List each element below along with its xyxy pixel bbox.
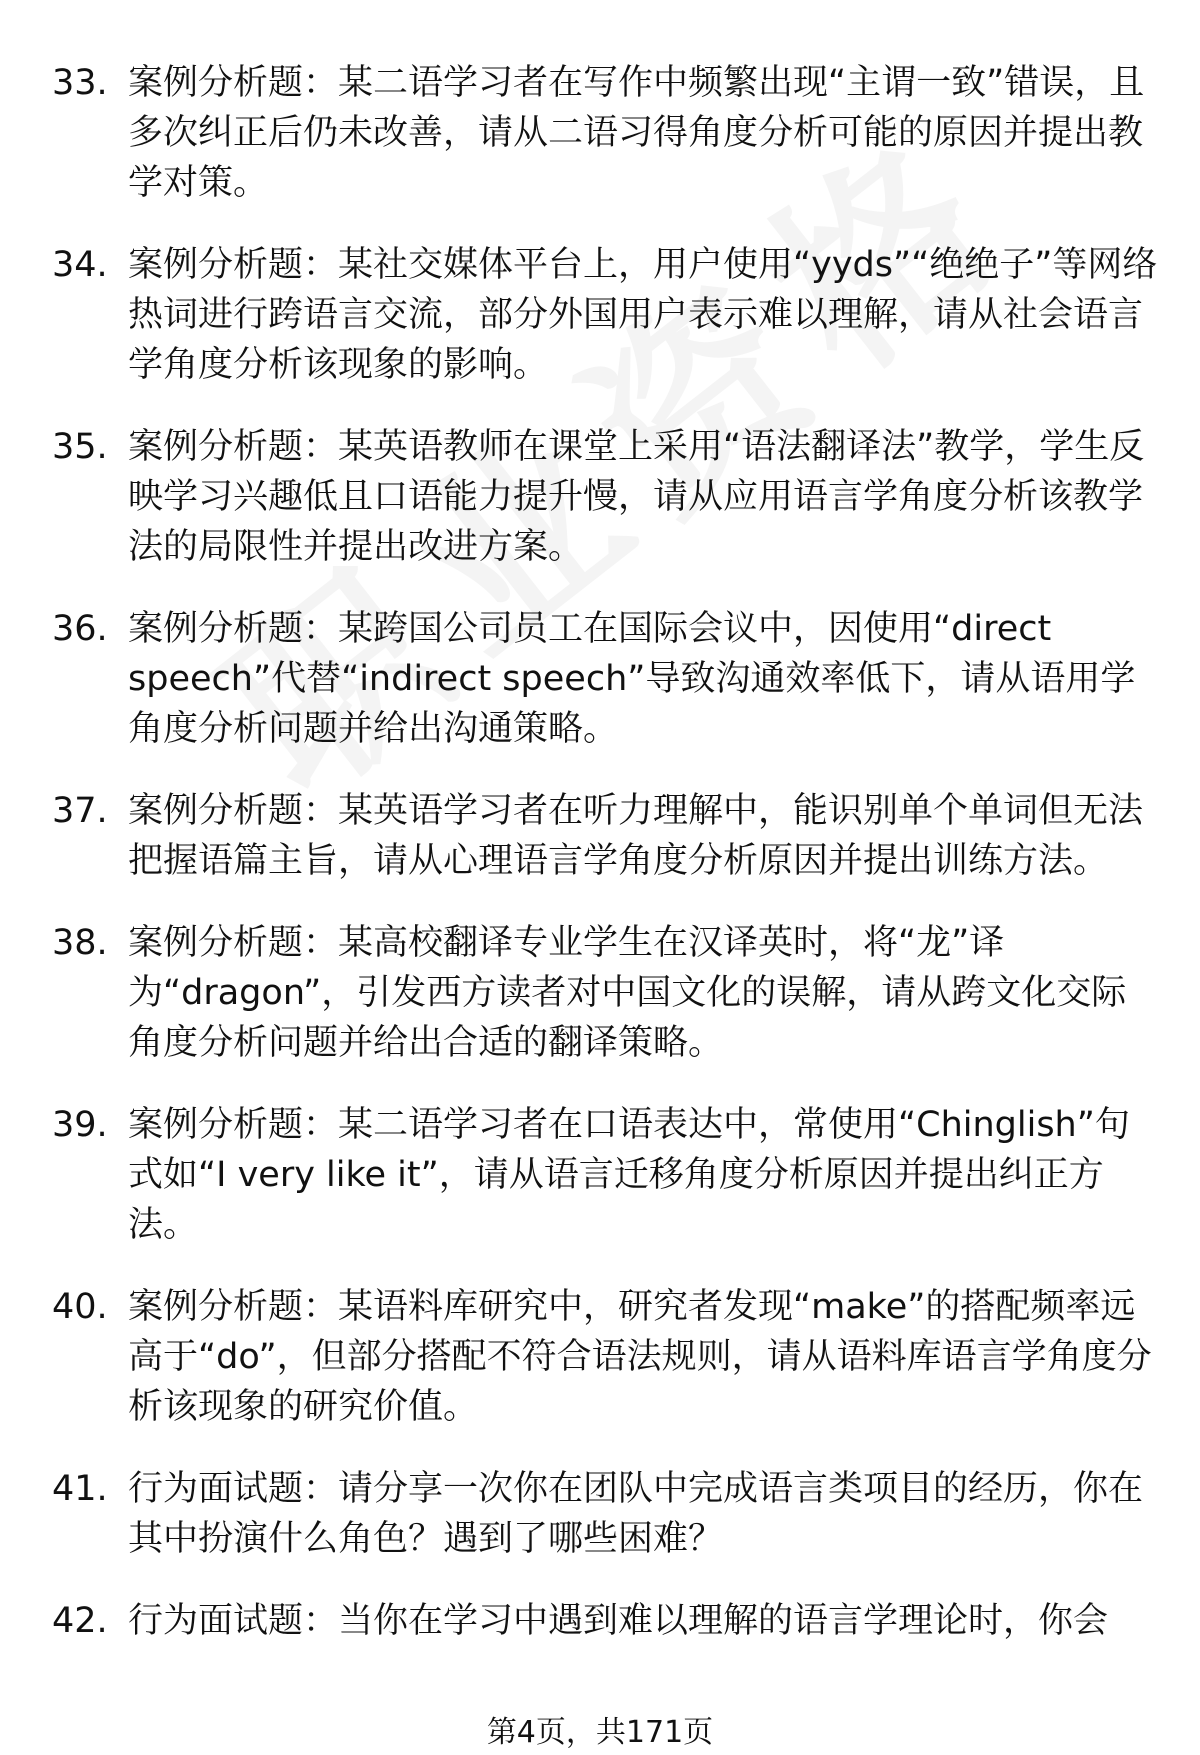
question-number: 33. bbox=[52, 63, 108, 103]
question-number: 38. bbox=[52, 923, 108, 963]
question-number: 34. bbox=[52, 245, 108, 285]
question-text: 案例分析题：某英语教师在课堂上采用“语法翻译法”教学，学生反映学习兴趣低且口语能力提升慢，请从应用语言学角度分析该教学法的局限性并提出改进方案。 bbox=[128, 427, 1145, 567]
question-item bbox=[0, 1100, 1200, 1250]
question-number: 36. bbox=[52, 609, 108, 649]
question-item bbox=[0, 1596, 1200, 1646]
question-text: 案例分析题：某高校翻译专业学生在汉译英时，将“龙”译为“dragon”，引发西方读者对中国文化的误解，请从跨文化交际角度分析问题并给出合适的翻译策略。 bbox=[128, 923, 1127, 1063]
question-text: 案例分析题：某跨国公司员工在国际会议中，因使用“direct speech”代替“indirect speech”导致沟通效率低下，请从语用学角度分析问题并给出沟通策略。 bbox=[128, 609, 1136, 749]
question-number: 39. bbox=[52, 1105, 108, 1145]
question-item bbox=[0, 58, 1200, 208]
question-text: 案例分析题：某社交媒体平台上，用户使用“yyds”“绝绝子”等网络热词进行跨语言交流，部分外国用户表示难以理解，请从社会语言学角度分析该现象的影响。 bbox=[128, 245, 1158, 385]
question-number: 41. bbox=[52, 1469, 108, 1509]
question-text: 案例分析题：某二语学习者在口语表达中，常使用“Chinglish”句式如“I very like it”，请从语言迁移角度分析原因并提出纠正方法。 bbox=[128, 1105, 1130, 1245]
question-list bbox=[0, 58, 1200, 1678]
question-item bbox=[0, 918, 1200, 1068]
question-number: 37. bbox=[52, 791, 108, 831]
page-footer: 第4页，共171页 bbox=[486, 1715, 714, 1750]
question-text: 案例分析题：某英语学习者在听力理解中，能识别单个单词但无法把握语篇主旨，请从心理语言学角度分析原因并提出训练方法。 bbox=[128, 791, 1144, 881]
question-item bbox=[0, 604, 1200, 754]
question-text: 案例分析题：某语料库研究中，研究者发现“make”的搭配频率远高于“do”，但部分搭配不符合语法规则，请从语料库语言学角度分析该现象的研究价值。 bbox=[128, 1287, 1152, 1427]
question-text: 行为面试题：请分享一次你在团队中完成语言类项目的经历，你在其中扮演什么角色？遇到了哪些困难？ bbox=[128, 1469, 1144, 1559]
question-number: 35. bbox=[52, 427, 108, 467]
question-number: 42. bbox=[52, 1601, 108, 1641]
question-item bbox=[0, 786, 1200, 886]
question-number: 40. bbox=[52, 1287, 108, 1327]
question-item bbox=[0, 1282, 1200, 1432]
question-text: 案例分析题：某二语学习者在写作中频繁出现“主谓一致”错误，且多次纠正后仍未改善，请从二语习得角度分析可能的原因并提出教学对策。 bbox=[128, 63, 1145, 203]
question-item bbox=[0, 240, 1200, 390]
question-item bbox=[0, 422, 1200, 572]
question-text: 行为面试题：当你在学习中遇到难以理解的语言学理论时，你会 bbox=[128, 1601, 1109, 1641]
question-item bbox=[0, 1464, 1200, 1564]
